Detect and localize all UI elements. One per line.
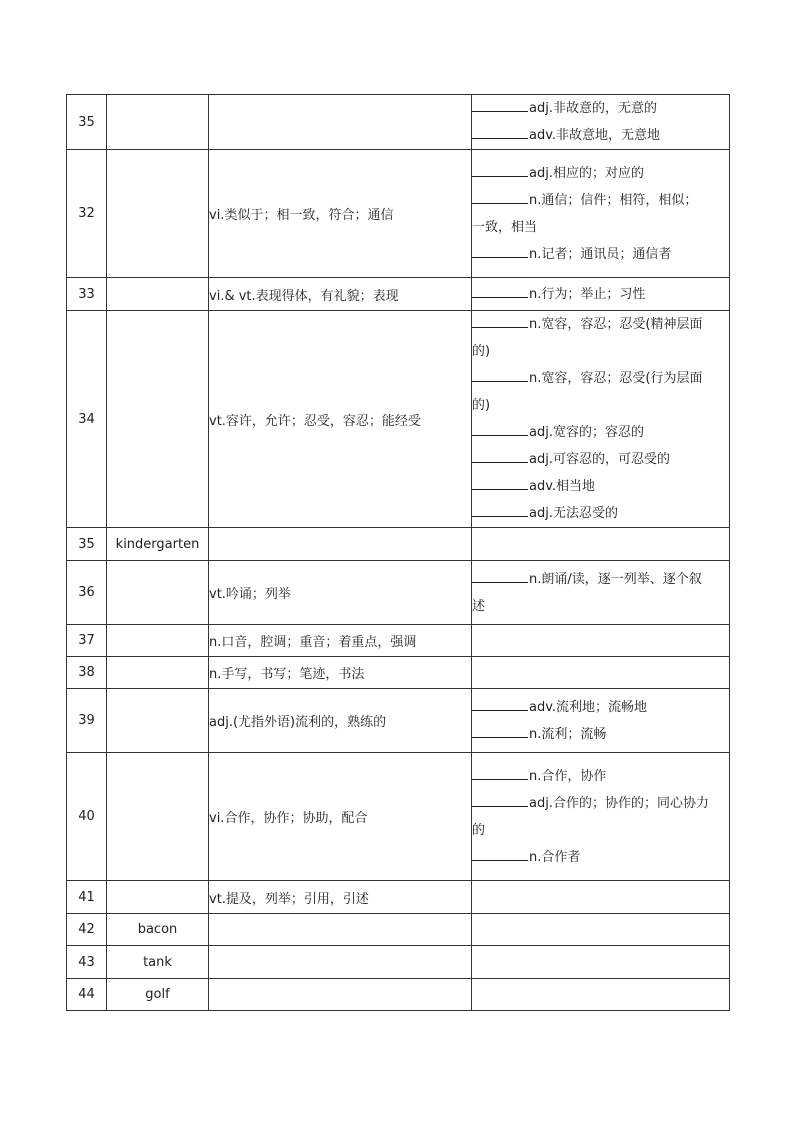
derivative-text: adv.相当地 [529,479,596,494]
derivative-text: n.宽容，容忍；忍受(精神层面 [529,317,703,332]
word-cell [107,625,209,657]
meaning-cell: vt.提及，列举；引用，引述 [209,881,472,914]
table-row [67,278,730,311]
row-number: 35 [67,528,107,561]
fill-in-blank [472,315,528,328]
row-number: 39 [67,689,107,753]
meaning-cell: vt.容许，允许；忍受，容忍；能经受 [209,311,472,528]
derivative-line [472,419,729,446]
derivatives-cell [472,95,730,150]
table-row [67,753,730,881]
derivative-text: n.行为；举止；习性 [529,286,646,302]
fill-in-blank [472,848,528,861]
word-cell [107,561,209,625]
fill-in-blank [472,191,528,204]
row-number: 37 [67,625,107,657]
derivative-line [472,446,729,473]
table-row [67,914,730,946]
derivative-text: n.朗诵/读，逐一列举、逐个叙 [529,571,702,587]
word-cell [107,150,209,278]
derivative-text: n.宽容，容忍；忍受(行为层面 [529,371,703,386]
row-number: 44 [67,979,107,1011]
derivative-text: adj.可容忍的，可忍受的 [529,452,670,467]
derivative-line [472,844,729,871]
derivatives-cell [472,278,730,311]
table-row [67,689,730,753]
fill-in-blank [472,164,528,177]
derivative-text: adj.非故意的，无意的 [529,101,657,116]
derivative-text: n.合作，协作 [529,768,607,784]
table-row [67,528,730,561]
table-row [67,561,730,625]
derivative-line [472,241,729,268]
derivative-text: adv.流利地；流畅地 [529,699,648,715]
row-number: 40 [67,753,107,881]
table-row [67,946,730,979]
fill-in-blank [472,477,528,490]
derivatives-cell [472,528,730,561]
meaning-cell [209,95,472,150]
derivative-text: n.通信；信件；相符，相似； [529,192,698,208]
derivatives-cell [472,946,730,979]
derivative-text: 的) [472,398,491,413]
derivative-line [472,500,729,527]
derivatives-cell [472,914,730,946]
derivative-line [472,721,729,748]
row-number: 41 [67,881,107,914]
word-cell [107,311,209,528]
derivatives-cell [472,979,730,1011]
fill-in-blank [472,504,528,517]
meaning-cell: vi.类似于；相一致，符合；通信 [209,150,472,278]
derivatives-cell [472,150,730,278]
row-number: 43 [67,946,107,979]
derivative-line [472,392,729,419]
derivative-text: 一致，相当 [472,219,538,235]
row-number: 33 [67,278,107,311]
meaning-cell [209,979,472,1011]
derivative-line [472,593,729,620]
derivative-line [472,817,729,844]
derivative-line [472,214,729,241]
table-row [67,979,730,1011]
word-cell [107,753,209,881]
derivative-text: n.记者；通讯员；通信者 [529,246,672,262]
table-row [67,150,730,278]
word-cell: bacon [107,914,209,946]
fill-in-blank [472,245,528,258]
derivatives-cell [472,625,730,657]
row-number: 35 [67,95,107,150]
derivative-text: adj.宽容的；容忍的 [529,425,644,440]
fill-in-blank [472,450,528,463]
meaning-cell [209,528,472,561]
word-cell [107,881,209,914]
derivative-line [472,187,729,214]
row-number: 36 [67,561,107,625]
row-number: 32 [67,150,107,278]
fill-in-blank [472,725,528,738]
derivatives-cell [472,753,730,881]
derivative-text: adj.相应的；对应的 [529,165,644,181]
meaning-cell: adj.(尤指外语)流利的，熟练的 [209,689,472,753]
derivative-text: adj.无法忍受的 [529,506,618,521]
derivatives-cell [472,561,730,625]
row-number: 38 [67,657,107,689]
derivative-line [472,790,729,817]
word-cell [107,657,209,689]
derivative-text: adv.非故意地，无意地 [529,128,661,143]
derivative-line [472,473,729,500]
derivative-text: 的) [472,344,491,359]
derivative-line [472,694,729,721]
derivative-text: adj.合作的；协作的；同心协力 [529,795,709,811]
fill-in-blank [472,767,528,780]
table-row [67,881,730,914]
derivatives-cell [472,311,730,528]
word-cell: tank [107,946,209,979]
meaning-cell: n.口音，腔调；重音；着重点，强调 [209,625,472,657]
meaning-cell: n.手写，书写；笔迹，书法 [209,657,472,689]
derivative-line [472,281,729,308]
fill-in-blank [472,285,528,298]
derivative-line [472,763,729,790]
meaning-cell: vi.& vt.表现得体，有礼貌；表现 [209,278,472,311]
derivative-line [472,365,729,392]
fill-in-blank [472,99,528,112]
derivative-line [472,122,729,149]
word-cell [107,95,209,150]
table-row [67,311,730,528]
derivative-text: 的 [472,822,486,838]
derivative-line [472,95,729,122]
vocabulary-table-body [67,95,730,1011]
meaning-cell: vi.合作，协作；协助，配合 [209,753,472,881]
word-cell [107,689,209,753]
fill-in-blank [472,794,528,807]
derivative-line [472,311,729,338]
derivative-text: 述 [472,598,486,614]
table-row [67,95,730,150]
derivatives-cell [472,657,730,689]
word-cell [107,278,209,311]
table-row [67,625,730,657]
fill-in-blank [472,698,528,711]
derivative-text: n.流利；流畅 [529,726,607,742]
fill-in-blank [472,126,528,139]
vocabulary-table [66,94,730,1011]
table-row [67,657,730,689]
derivatives-cell [472,881,730,914]
row-number: 34 [67,311,107,528]
fill-in-blank [472,570,528,583]
derivative-line [472,566,729,593]
derivative-line [472,160,729,187]
meaning-cell [209,946,472,979]
fill-in-blank [472,369,528,382]
row-number: 42 [67,914,107,946]
meaning-cell: vt.吟诵；列举 [209,561,472,625]
word-cell: golf [107,979,209,1011]
derivatives-cell [472,689,730,753]
word-cell: kindergarten [107,528,209,561]
meaning-cell [209,914,472,946]
derivative-text: n.合作者 [529,849,581,865]
derivative-line [472,338,729,365]
fill-in-blank [472,423,528,436]
